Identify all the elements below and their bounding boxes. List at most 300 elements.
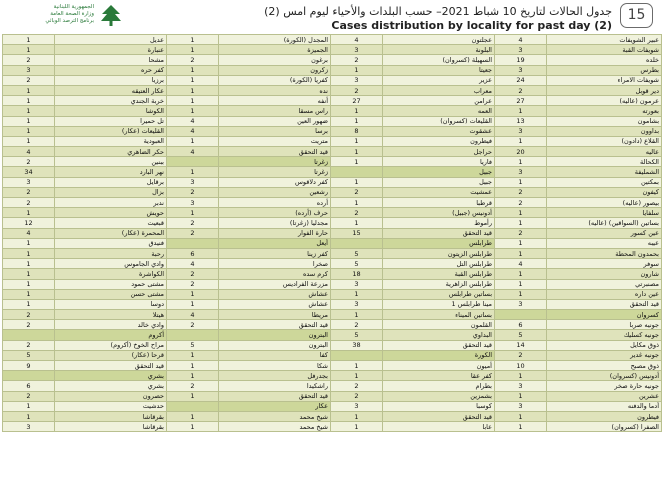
case-count-cell: 1 <box>495 248 547 258</box>
case-count-cell: 12 <box>3 218 55 228</box>
locality-cell: عنبارة <box>55 45 167 55</box>
case-count-cell: 3 <box>167 177 219 187</box>
case-count-cell: 2 <box>3 320 55 330</box>
table-row <box>3 147 662 157</box>
case-count-cell: 1 <box>331 289 383 299</box>
case-count-cell: 1 <box>167 361 219 371</box>
case-count-cell: 1 <box>167 45 219 55</box>
case-count-cell: 2 <box>495 85 547 95</box>
locality-cell: عشقوت <box>383 126 495 136</box>
locality-cell: بطرس <box>547 65 662 75</box>
locality-cell: قيد التحقق <box>219 391 331 401</box>
case-count-cell: 1 <box>331 106 383 116</box>
case-count-cell: 6 <box>3 381 55 391</box>
case-count-cell: 1 <box>167 136 219 146</box>
locality-cell: عاليه <box>547 147 662 157</box>
table-row <box>3 218 662 228</box>
locality-cell: شارون <box>547 269 662 279</box>
table-row <box>3 187 662 197</box>
table-row <box>3 361 662 371</box>
case-count-cell: 1 <box>331 116 383 126</box>
locality-cell: سوفر <box>547 259 662 269</box>
locality-cell: رحبة <box>55 248 167 258</box>
case-count-cell: 1 <box>3 208 55 218</box>
locality-cell: كفر زينا <box>219 248 331 258</box>
locality-cell: معراب <box>383 85 495 95</box>
case-count-cell: 1 <box>167 391 219 401</box>
logo-line-2: وزارة الصحة العامة <box>50 11 94 17</box>
case-count-cell: 2 <box>167 279 219 289</box>
locality-cell: شويفات القبة <box>547 45 662 55</box>
case-count-cell: 34 <box>3 167 55 177</box>
locality-cell: مينا طرابلس 1 <box>383 299 495 309</box>
locality-cell: كوسبا <box>383 401 495 411</box>
locality-cell: الكواشرة <box>55 269 167 279</box>
table-row <box>3 381 662 391</box>
table-row <box>3 96 662 106</box>
case-count-cell: 1 <box>167 167 219 177</box>
logo-line-1: الجمهورية اللبنانية <box>53 4 94 10</box>
case-count-cell: 1 <box>495 238 547 248</box>
locality-cell: بطرام <box>383 381 495 391</box>
locality-cell: جونيه غدير <box>547 350 662 360</box>
locality-cell: مزرعة الفراديس <box>219 279 331 289</box>
case-count-cell: 1 <box>495 411 547 421</box>
locality-cell: كفر دلاقوس <box>219 177 331 187</box>
case-count-cell: 1 <box>495 289 547 299</box>
locality-cell: وادي خالد <box>55 320 167 330</box>
case-count-cell: 1 <box>495 136 547 146</box>
table-row <box>3 371 662 381</box>
case-count-cell: 1 <box>495 208 547 218</box>
case-count-cell: 4 <box>3 147 55 157</box>
title-english: Cases distribution by locality for past day (2) <box>331 19 612 32</box>
case-count-cell <box>3 371 55 381</box>
case-count-cell: 1 <box>331 147 383 157</box>
locality-cell: الكوشا <box>55 106 167 116</box>
locality-cell: خلده <box>547 55 662 65</box>
locality-cell: ندبر <box>55 198 167 208</box>
case-count-cell: 20 <box>495 147 547 157</box>
table-row <box>3 401 662 411</box>
locality-cell: عشاش <box>219 299 331 309</box>
case-count-cell: 1 <box>331 136 383 146</box>
case-count-cell: 6 <box>495 320 547 330</box>
locality-cell: قيد التحقق <box>383 228 495 238</box>
locality-cell: جونيه حارة صخر <box>547 381 662 391</box>
case-count-cell: 2 <box>495 187 547 197</box>
case-count-cell: 3 <box>3 65 55 75</box>
table-row <box>3 45 662 55</box>
locality-cell: طرابلس القبة <box>383 269 495 279</box>
locality-cell: الصفرا (كسروان) <box>547 422 662 432</box>
case-count-cell: 3 <box>495 65 547 75</box>
locality-cell: حرف (أرده) <box>219 208 331 218</box>
locality-cell: ببنين <box>55 157 167 167</box>
case-count-cell: 2 <box>331 320 383 330</box>
table-row <box>3 340 662 350</box>
table-row <box>3 106 662 116</box>
table-row <box>3 55 662 65</box>
locality-cell: وادي الجاموس <box>55 259 167 269</box>
case-count-cell: 8 <box>331 126 383 136</box>
table-row <box>3 259 662 269</box>
locality-cell: برزيا <box>55 75 167 85</box>
case-count-cell: 4 <box>3 228 55 238</box>
table-row <box>3 269 662 279</box>
locality-cell: قيد التحقق <box>383 340 495 350</box>
locality-cell: شويفات الامراء <box>547 75 662 85</box>
case-count-cell: 1 <box>3 248 55 258</box>
locality-cell: بقرقاشا <box>55 422 167 432</box>
locality-cell: قيد التحقق <box>55 361 167 371</box>
case-count-cell <box>331 167 383 177</box>
case-count-cell: 5 <box>331 248 383 258</box>
locality-cell: الكحالة <box>547 157 662 167</box>
case-count-cell: 1 <box>3 96 55 106</box>
case-count-cell <box>331 238 383 248</box>
case-count-cell: 1 <box>495 279 547 289</box>
locality-cell: بجدرفل <box>219 371 331 381</box>
locality-cell: ذوق مكايل <box>547 340 662 350</box>
locality-cell: بمكتين <box>547 177 662 187</box>
title-arabic: جدول الحالات لتاريخ 10 شباط 2021– حسب البلدات والأحياء ليوم امس (2) <box>264 5 612 18</box>
locality-cell: القلاع (دادون) <box>547 136 662 146</box>
locality-cell: عين كسور <box>547 228 662 238</box>
case-count-cell: 1 <box>331 218 383 228</box>
case-count-cell: 4 <box>331 35 383 45</box>
table-row <box>3 116 662 126</box>
locality-cell: عشاش <box>219 289 331 299</box>
case-count-cell: 3 <box>3 422 55 432</box>
locality-cell: أرده <box>219 198 331 208</box>
case-count-cell: 1 <box>331 310 383 320</box>
locality-cell: بشامون <box>547 116 662 126</box>
district-header-cell: زغرتا <box>219 157 331 167</box>
case-count-cell: 18 <box>331 269 383 279</box>
case-count-cell: 1 <box>331 65 383 75</box>
locality-cell: حراجل <box>383 147 495 157</box>
locality-cell: حدشيت <box>55 401 167 411</box>
case-count-cell <box>167 401 219 411</box>
case-count-cell: 2 <box>495 198 547 208</box>
case-count-cell: 19 <box>495 55 547 65</box>
case-count-cell: 1 <box>3 289 55 299</box>
locality-cell: حكر الضاهري <box>55 147 167 157</box>
case-count-cell: 4 <box>495 35 547 45</box>
case-count-cell: 2 <box>3 310 55 320</box>
case-count-cell: 2 <box>3 157 55 167</box>
locality-cell: عبير الشويفات <box>547 35 662 45</box>
table-row <box>3 126 662 136</box>
locality-cell: بساتين طرابلس <box>383 289 495 299</box>
table-row <box>3 248 662 258</box>
locality-cell: مشتى حسن <box>55 289 167 299</box>
cases-table <box>2 34 662 432</box>
locality-cell: حارة الفوار <box>219 228 331 238</box>
case-count-cell: 1 <box>3 401 55 411</box>
case-count-cell: 1 <box>167 371 219 381</box>
locality-cell: نهر البارد <box>55 167 167 177</box>
case-count-cell: 1 <box>331 411 383 421</box>
locality-cell: القلمون <box>383 320 495 330</box>
locality-cell: نده <box>219 85 331 95</box>
locality-cell: رشعين <box>219 187 331 197</box>
locality-cell: عزير <box>383 75 495 85</box>
case-count-cell: 2 <box>331 187 383 197</box>
case-count-cell: 1 <box>3 411 55 421</box>
locality-cell: القليعات (كسروان) <box>383 116 495 126</box>
locality-cell: عابا <box>383 422 495 432</box>
locality-cell: ضهور العين <box>219 116 331 126</box>
table-row <box>3 289 662 299</box>
locality-cell: عديل <box>55 35 167 45</box>
locality-cell: طرابلس الزيتون <box>383 248 495 258</box>
locality-cell: جعيتا <box>383 65 495 75</box>
case-count-cell: 1 <box>167 411 219 421</box>
locality-cell: برسا <box>219 126 331 136</box>
locality-cell: كفر حره <box>55 65 167 75</box>
case-count-cell <box>167 238 219 248</box>
case-count-cell: 1 <box>167 96 219 106</box>
case-count-cell: 2 <box>331 85 383 95</box>
case-count-cell: 4 <box>167 147 219 157</box>
district-header-cell: بشري <box>55 371 167 381</box>
case-count-cell <box>167 330 219 340</box>
case-count-cell: 1 <box>495 371 547 381</box>
case-count-cell: 6 <box>167 248 219 258</box>
case-count-cell: 1 <box>331 177 383 187</box>
locality-cell: قرحا (عكار) <box>55 350 167 360</box>
table-row <box>3 320 662 330</box>
locality-cell: قيد التحقق <box>547 299 662 309</box>
case-count-cell: 1 <box>495 177 547 187</box>
case-count-cell: 3 <box>331 401 383 411</box>
case-count-cell <box>495 310 547 320</box>
locality-cell: بساتين (السواقين) (عاليه) <box>547 218 662 228</box>
locality-cell: برقايل <box>55 177 167 187</box>
case-count-cell: 4 <box>167 310 219 320</box>
case-count-cell: 14 <box>495 340 547 350</box>
locality-cell: عكار العتيقه <box>55 85 167 95</box>
district-header-cell: جبيل <box>383 167 495 177</box>
case-count-cell: 9 <box>3 361 55 371</box>
case-count-cell: 10 <box>495 361 547 371</box>
case-count-cell: 3 <box>331 279 383 289</box>
locality-cell: البداوي <box>383 330 495 340</box>
case-count-cell: 4 <box>167 259 219 269</box>
locality-cell: العبودية <box>55 136 167 146</box>
locality-cell: بشمزين <box>383 391 495 401</box>
case-count-cell: 2 <box>3 55 55 65</box>
case-count-cell: 2 <box>331 381 383 391</box>
locality-cell: بحمدون المحطة <box>547 248 662 258</box>
locality-cell: عمشيت <box>383 187 495 197</box>
locality-cell: طرابلس الزاهرية <box>383 279 495 289</box>
case-count-cell: 1 <box>331 371 383 381</box>
case-count-cell: 4 <box>167 126 219 136</box>
case-count-cell: 5 <box>3 350 55 360</box>
district-header-cell: أكروم <box>55 330 167 340</box>
locality-cell: رأموط <box>383 218 495 228</box>
locality-cell: كرم سده <box>219 269 331 279</box>
table-row <box>3 157 662 167</box>
case-count-cell: 1 <box>495 422 547 432</box>
case-count-cell: 1 <box>167 299 219 309</box>
case-count-cell: 2 <box>495 350 547 360</box>
locality-cell: تل حميرا <box>55 116 167 126</box>
case-count-cell: 1 <box>3 299 55 309</box>
district-header-cell: عكار <box>219 401 331 411</box>
locality-cell: برغون <box>219 55 331 65</box>
case-count-cell: 2 <box>167 55 219 65</box>
locality-cell: عجلتون <box>383 35 495 45</box>
case-count-cell: 3 <box>167 198 219 208</box>
table-row <box>3 299 662 309</box>
district-header-cell: كسروان <box>547 310 662 320</box>
locality-cell: أدونيس (جبيل) <box>383 208 495 218</box>
case-count-cell: 1 <box>3 45 55 55</box>
locality-cell: المجدل (الكورة) <box>219 35 331 45</box>
locality-cell: هيتلا <box>55 310 167 320</box>
case-count-cell: 1 <box>167 422 219 432</box>
locality-cell: الشمليفة <box>547 167 662 177</box>
table-row <box>3 310 662 320</box>
case-count-cell: 3 <box>3 177 55 187</box>
case-count-cell: 1 <box>495 106 547 116</box>
locality-cell: مريطا <box>219 310 331 320</box>
case-count-cell: 2 <box>495 228 547 238</box>
cedar-icon <box>100 4 122 28</box>
table-row <box>3 279 662 289</box>
case-count-cell: 3 <box>331 75 383 85</box>
case-count-cell: 3 <box>495 299 547 309</box>
case-count-cell: 1 <box>3 116 55 126</box>
locality-cell: بعورته <box>547 106 662 116</box>
case-count-cell: 1 <box>331 198 383 208</box>
case-count-cell: 5 <box>495 330 547 340</box>
ministry-logo <box>6 3 124 29</box>
case-count-cell: 1 <box>167 65 219 75</box>
locality-cell: زغرتا <box>219 167 331 177</box>
case-count-cell: 3 <box>495 45 547 55</box>
case-count-cell: 1 <box>3 35 55 45</box>
table-row <box>3 136 662 146</box>
case-count-cell: 38 <box>331 340 383 350</box>
table-row <box>3 167 662 177</box>
case-count-cell: 1 <box>167 35 219 45</box>
case-count-cell: 13 <box>495 116 547 126</box>
locality-cell: راشكيدا <box>219 381 331 391</box>
case-count-cell <box>331 350 383 360</box>
locality-cell: مجدليا (زغرتا) <box>219 218 331 228</box>
case-count-cell: 3 <box>495 167 547 177</box>
table-row <box>3 330 662 340</box>
case-count-cell: 3 <box>331 45 383 55</box>
locality-cell: مصنبرتي <box>547 279 662 289</box>
district-header-cell: طرابلس <box>383 238 495 248</box>
case-count-cell: 5 <box>331 330 383 340</box>
locality-cell: بداوون <box>547 126 662 136</box>
case-count-cell: 1 <box>167 85 219 95</box>
case-count-cell: 2 <box>331 55 383 65</box>
table-row <box>3 198 662 208</box>
locality-cell: شكا <box>219 361 331 371</box>
locality-cell: بشري <box>55 381 167 391</box>
case-count-cell: 3 <box>331 299 383 309</box>
case-count-cell: 2 <box>167 269 219 279</box>
locality-cell: بساتين الميناء <box>383 310 495 320</box>
locality-cell: مشتى حمود <box>55 279 167 289</box>
locality-cell: فيطرون <box>547 411 662 421</box>
case-count-cell: 1 <box>495 269 547 279</box>
case-count-cell: 1 <box>3 126 55 136</box>
table-row <box>3 65 662 75</box>
case-count-cell: 2 <box>167 381 219 391</box>
case-count-cell: 1 <box>331 361 383 371</box>
case-count-cell: 27 <box>331 96 383 106</box>
locality-cell: كفريا (الكورة) <box>219 75 331 85</box>
locality-cell: فيطرون <box>383 136 495 146</box>
case-count-cell: 2 <box>167 228 219 238</box>
locality-cell: بقرقاشا <box>55 411 167 421</box>
locality-cell: عشرين <box>547 391 662 401</box>
locality-cell: العمه <box>383 106 495 116</box>
locality-cell: قيد التحقق <box>219 320 331 330</box>
table-row <box>3 228 662 238</box>
page-number: 15 <box>620 3 653 28</box>
case-count-cell: 1 <box>3 259 55 269</box>
case-count-cell: 1 <box>167 350 219 360</box>
locality-cell: ذوق مصبح <box>547 361 662 371</box>
case-count-cell: 5 <box>331 259 383 269</box>
table-row <box>3 85 662 95</box>
table-row <box>3 238 662 248</box>
table-row <box>3 391 662 401</box>
locality-cell: مراح الخوخ (أكروم) <box>55 340 167 350</box>
case-count-cell: 1 <box>167 208 219 218</box>
table-row <box>3 75 662 85</box>
district-header-cell: البترون <box>219 330 331 340</box>
locality-cell: مشحا <box>55 55 167 65</box>
case-count-cell: 1 <box>3 279 55 289</box>
case-count-cell: 3 <box>495 401 547 411</box>
case-count-cell: 1 <box>167 106 219 116</box>
case-count-cell: 2 <box>331 208 383 218</box>
case-count-cell: 1 <box>331 422 383 432</box>
locality-cell: عين داره <box>547 289 662 299</box>
ministry-name <box>6 4 94 25</box>
locality-cell: صخرا <box>219 259 331 269</box>
locality-cell: قيد التحقق <box>383 411 495 421</box>
district-header-cell: الكورة <box>383 350 495 360</box>
case-count-cell: 1 <box>495 218 547 228</box>
case-count-cell: 1 <box>331 157 383 167</box>
table-row <box>3 350 662 360</box>
locality-cell: القليعات (عكار) <box>55 126 167 136</box>
locality-cell: جونيه كسليك <box>547 330 662 340</box>
case-count-cell: 4 <box>495 259 547 269</box>
table-row <box>3 411 662 421</box>
locality-cell: كفا <box>219 350 331 360</box>
table-row <box>3 208 662 218</box>
case-count-cell: 5 <box>167 340 219 350</box>
locality-cell: أدونيس (كسروان) <box>547 371 662 381</box>
locality-cell: جونيه صربا <box>547 320 662 330</box>
locality-cell: البلونة <box>383 45 495 55</box>
locality-cell: قبعيت <box>55 218 167 228</box>
locality-cell: قيد التحقق <box>219 147 331 157</box>
